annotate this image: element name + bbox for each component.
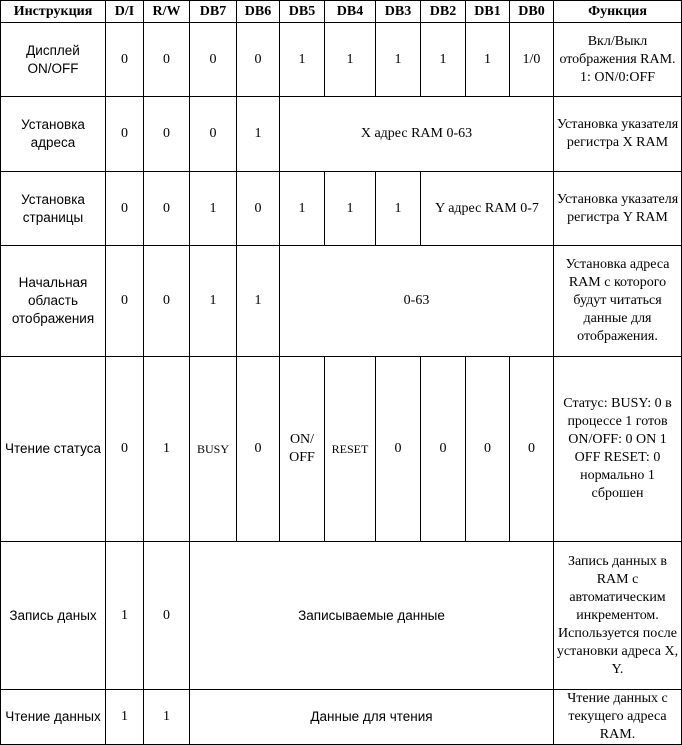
cell-db6: 0 [237,172,280,246]
header-db3: DB3 [376,1,421,23]
header-db1: DB1 [466,1,510,23]
cell-db1: 0 [466,357,510,542]
cell-rw: 1 [144,690,190,745]
cell-db5: ON/ OFF [280,357,325,542]
cell-db6: 1 [237,246,280,357]
header-row [1,1,682,23]
cell-db2: 0 [421,357,466,542]
header-db6: DB6 [237,1,280,23]
header-di: D/I [106,1,144,23]
cell-start-range: 0-63 [280,246,554,357]
instruction-name: Запись даных [1,542,106,690]
row-set-page [1,172,682,246]
row-read-status [1,357,682,542]
row-read-data [1,690,682,745]
header-db2: DB2 [421,1,466,23]
function-description: Статус: BUSY: 0 в процессе 1 готов ON/OFF: 0 ON 1 OFF RESET: 0 нормально 1 сброшен [554,357,682,542]
cell-db3: 0 [376,357,421,542]
cell-read-data: Данные для чтения [190,690,554,745]
cell-db1: 1 [466,23,510,97]
cell-db4: 1 [325,172,376,246]
cell-di: 1 [106,542,144,690]
cell-db5: 1 [280,23,325,97]
cell-db6: 0 [237,23,280,97]
instruction-name: Чтение статуса [1,357,106,542]
cell-db7: BUSY [190,357,237,542]
cell-db4: 1 [325,23,376,97]
cell-db0: 1/0 [510,23,554,97]
cell-rw: 0 [144,23,190,97]
row-write-data [1,542,682,690]
instruction-name: Дисплей ON/OFF [1,23,106,97]
cell-db5: 1 [280,172,325,246]
header-rw: R/W [144,1,190,23]
instruction-name: Установка страницы [1,172,106,246]
header-function: Функция [554,1,682,23]
header-db5: DB5 [280,1,325,23]
cell-db7: 1 [190,172,237,246]
cell-write-data: Записываемые данные [190,542,554,690]
function-description: Установка указателя регистра Y RAM [554,172,682,246]
cell-rw: 0 [144,542,190,690]
cell-db2: 1 [421,23,466,97]
header-db7: DB7 [190,1,237,23]
function-description: Установка адреса RAM с которого будут читаться данные для отображения. [554,246,682,357]
function-description: Чтение данных с текущего адреса RAM. [554,690,682,745]
cell-rw: 0 [144,97,190,172]
cell-db7: 0 [190,97,237,172]
instruction-name: Начальная область отображения [1,246,106,357]
cell-db6: 0 [237,357,280,542]
function-description: Вкл/Выкл отображения RAM. 1: ON/0:OFF [554,23,682,97]
cell-rw: 0 [144,246,190,357]
header-db0: DB0 [510,1,554,23]
cell-db4: RESET [325,357,376,542]
cell-db3: 1 [376,172,421,246]
row-start-line [1,246,682,357]
header-db4: DB4 [325,1,376,23]
cell-di: 1 [106,690,144,745]
cell-db3: 1 [376,23,421,97]
cell-rw: 0 [144,172,190,246]
function-description: Запись данных в RAM с автоматическим инкрементом. Используется после установки адреса X, Y. [554,542,682,690]
cell-rw: 1 [144,357,190,542]
cell-x-address: X адрес RAM 0-63 [280,97,554,172]
cell-db6: 1 [237,97,280,172]
cell-y-address: Y адрес RAM 0-7 [421,172,554,246]
header-instruction: Инструкция [1,1,106,23]
function-description: Установка указателя регистра X RAM [554,97,682,172]
cell-di: 0 [106,246,144,357]
instruction-name: Установка адреса [1,97,106,172]
instruction-name: Чтение данных [1,690,106,745]
cell-db0: 0 [510,357,554,542]
cell-di: 0 [106,172,144,246]
cell-di: 0 [106,97,144,172]
cell-db7: 0 [190,23,237,97]
cell-db7: 1 [190,246,237,357]
row-set-address [1,97,682,172]
cell-di: 0 [106,357,144,542]
row-display-onoff [1,23,682,97]
cell-di: 0 [106,23,144,97]
